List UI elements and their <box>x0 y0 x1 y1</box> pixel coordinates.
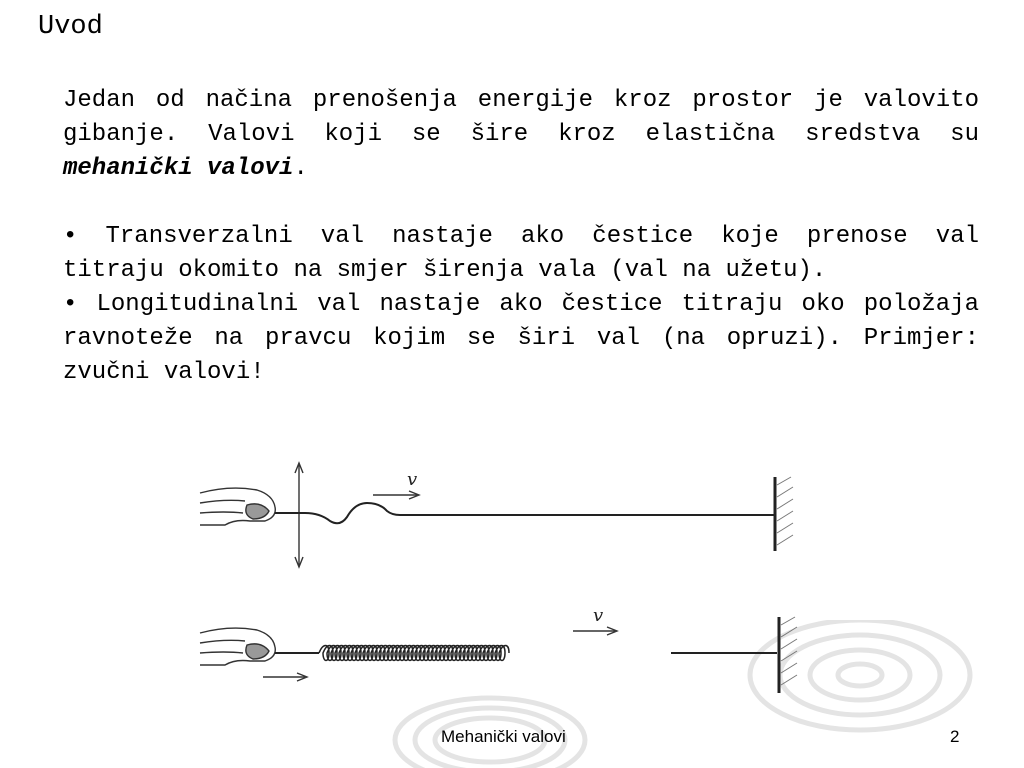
wave-figure <box>195 455 815 700</box>
velocity-label-top: v <box>407 469 418 490</box>
slide-title: Uvod <box>38 12 103 42</box>
hand-top-icon <box>200 488 275 525</box>
page-number: 2 <box>950 727 960 746</box>
footer-title: Mehanički valovi <box>441 727 566 746</box>
rope-with-pulse <box>275 503 775 523</box>
hand-bottom-icon <box>200 628 275 665</box>
wall-hatching-bottom <box>781 617 797 685</box>
velocity-label-bottom: v <box>593 605 604 626</box>
paragraph-spacer <box>63 186 979 220</box>
slide-content <box>63 84 979 390</box>
wall-hatching-top <box>777 477 793 545</box>
intro-text: Jedan od načina prenošenja energije kroz prostor je valovito gibanje. Valovi koji se šire kroz elastična sredstva su <box>63 87 979 148</box>
transverse-wave-diagram <box>200 463 793 567</box>
bullet-longitudinal: • Longitudinalni val nastaje ako čestice titraju oko položaja ravnoteže na pravcu kojim se širi val (na opruzi). Primjer: zvučni valovi! <box>63 291 979 386</box>
intro-paragraph <box>63 84 979 186</box>
longitudinal-wave-diagram <box>200 605 797 693</box>
highlighted-term: mehanički valovi <box>63 155 294 182</box>
intro-period: . <box>293 155 308 182</box>
bullet-transverse: • Transverzalni val nastaje ako čestice koje prenose val titraju okomito na smjer širenja vala (val na užetu). <box>63 223 979 284</box>
spring-coils <box>319 646 509 661</box>
